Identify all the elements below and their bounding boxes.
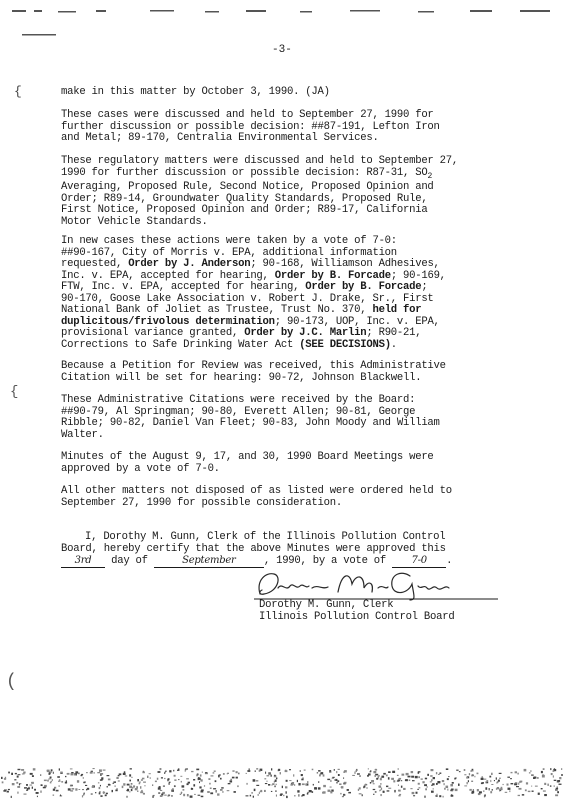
text-line: Citation will be set for hearing: 90-72, Johnson Blackwell. xyxy=(61,371,422,384)
scan-noise-bottom xyxy=(0,765,566,800)
text-segment: National Bank of Joliet as Trustee, Trust No. 370, xyxy=(61,304,373,316)
signer-org: Illinois Pollution Control Board xyxy=(259,610,455,623)
text-line: All other matters not disposed of as listed were ordered held to xyxy=(61,485,452,497)
text-line: These regulatory matters were discussed and held to September 27, xyxy=(61,155,458,167)
scan-noise-top xyxy=(0,0,566,40)
margin-mark: ( xyxy=(6,672,17,692)
text-segment: requested, xyxy=(61,258,129,270)
paragraph-citations xyxy=(61,395,531,441)
paragraph-regulatory xyxy=(61,156,531,228)
vote-field: 7-0 xyxy=(392,555,446,568)
text-line: Walter. xyxy=(61,428,104,441)
text-line: Because a Petition for Review was received, this Administrative xyxy=(61,360,446,372)
text-line: September 27, 1990 for possible consideration. xyxy=(61,496,342,509)
bold-text: Order by J. Anderson xyxy=(128,258,251,270)
subscript: 2 xyxy=(427,171,432,181)
paragraph-petition xyxy=(61,361,531,384)
text-line: make in this matter by October 3, 1990. (JA) xyxy=(61,86,330,98)
bold-text: Order by B. Forcade xyxy=(274,269,391,282)
day-field: 3rd xyxy=(61,555,105,568)
text-segment: ; 90-173, UOP, Inc. v. EPA, xyxy=(274,315,440,328)
text-line: I, Dorothy M. Gunn, Clerk of the Illinois Pollution Control xyxy=(85,531,446,543)
bold-text: Order by J.C. Marlin xyxy=(244,327,367,339)
page-number: -3- xyxy=(272,44,292,56)
text-line xyxy=(61,340,531,352)
text-line: These Administrative Citations were received by the Board: xyxy=(61,394,416,406)
month-field: September xyxy=(154,555,264,568)
signer-block xyxy=(259,600,499,623)
text-line: Order; R89-14, Groundwater Quality Standards, Proposed Rule, xyxy=(61,192,428,205)
text-segment: 90-170, Goose Lake Association v. Robert J. Drake, Sr., First xyxy=(61,292,434,305)
text-line: 3rd day of September , 1990, by a vote of 7-0 . xyxy=(61,555,531,568)
text-segment: ; R90-21, xyxy=(366,327,422,339)
text-segment: In new cases these actions were taken by a vote of 7-0: xyxy=(61,235,397,247)
text-line: Motor Vehicle Standards. xyxy=(61,215,208,228)
text-line: and Metal; 89-170, Centralia Environmental Services. xyxy=(61,132,379,144)
text-line: First Notice, Proposed Opinion and Order; R89-17, California xyxy=(61,204,428,217)
paragraph-minutes xyxy=(61,452,531,475)
text-line: Ribble; 90-82, Daniel Van Fleet; 90-83, John Moody and William xyxy=(61,417,440,429)
signer-name: Dorothy M. Gunn, Clerk xyxy=(259,599,394,611)
text-segment: . xyxy=(390,338,397,351)
bold-text: (SEE DECISIONS) xyxy=(299,338,391,351)
handwritten-signature xyxy=(252,566,502,602)
bold-text: duplicitous/frivolous determination xyxy=(61,315,275,328)
text-line: ##90-79, Al Springman; 90-80, Everett Allen; 90-81, George xyxy=(61,405,416,418)
text-line: 1990 for further discussion or possible decision: R87-31, $SO_2$ xyxy=(61,166,432,181)
margin-mark: { xyxy=(14,84,22,99)
text-line: approved by a vote of 7-0. xyxy=(61,462,220,475)
text-segment: FTW, Inc. v. EPA, accepted for hearing, xyxy=(61,281,306,293)
text-segment: ; xyxy=(421,281,428,293)
text-segment: Corrections to Safe Drinking Water Act xyxy=(61,338,300,351)
text-line: Board, hereby certify that the above Minutes were approved this xyxy=(61,542,446,555)
text-segment: ; 90-168, Williamson Adhesives, xyxy=(250,258,440,270)
text-line: These cases were discussed and held to September 27, 1990 for xyxy=(61,109,434,121)
text-segment: ; 90-169, xyxy=(390,269,446,282)
text-segment: provisional variance granted, xyxy=(61,327,245,339)
text-segment: Inc. v. EPA, accepted for hearing, xyxy=(61,269,275,282)
paragraph-held-cases xyxy=(61,110,531,145)
text-line: Minutes of the August 9, 17, and 30, 1990 Board Meetings were xyxy=(61,451,434,463)
margin-mark: { xyxy=(10,384,19,400)
paragraph-new-cases xyxy=(61,236,531,351)
paragraph-intro xyxy=(61,87,531,99)
text-line: further discussion or possible decision: ##87-191, Lefton Iron xyxy=(61,120,440,133)
text-line: Averaging, Proposed Rule, Second Notice, Proposed Opinion and xyxy=(61,181,434,194)
text-segment: ##90-167, City of Morris v. EPA, additional information xyxy=(61,246,397,259)
bold-text: Order by B. Forcade xyxy=(305,281,422,293)
paragraph-other-matters xyxy=(61,486,531,509)
certification-block xyxy=(61,532,531,568)
bold-text: held for xyxy=(372,304,422,316)
